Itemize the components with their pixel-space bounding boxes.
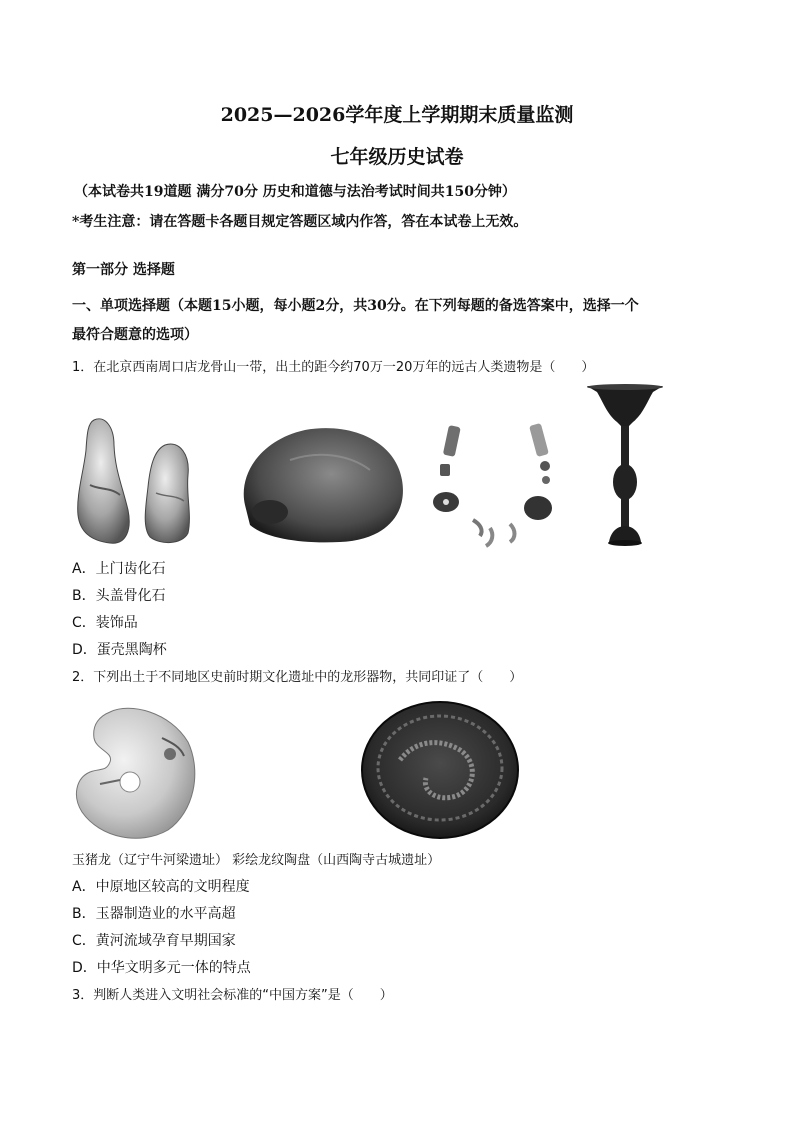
exam-title: 2025—2026学年度上学期期末质量监测 — [220, 104, 574, 126]
section-heading-line1: 一、单项选择题（本题15小题，每小题2分，共30分。在下列每题的备选答案中，选择一个 — [72, 298, 639, 314]
question-2-image-caption: 玉猪龙（辽宁牛河梁遗址） 彩绘龙纹陶盘（山西陶寺古城遗址） — [72, 853, 441, 868]
ornaments-image — [428, 420, 558, 550]
question-2-option-d: D．中华文明多元一体的特点 — [72, 960, 251, 976]
question-1-option-d: D．蛋壳黑陶杯 — [72, 642, 167, 658]
exam-info: （本试卷共19道题 满分70分 历史和道德与法治考试时间共150分钟） — [74, 184, 516, 200]
exam-subtitle: 七年级历史试卷 — [330, 146, 464, 168]
question-2-stem: 2．下列出土于不同地区史前时期文化遗址中的龙形器物，共同印证了（ ） — [72, 670, 523, 685]
skull-fossil-image — [230, 420, 410, 550]
eggshell-black-pottery-cup-image — [585, 382, 665, 550]
section-part-label: 第一部分 选择题 — [72, 262, 175, 278]
question-1-option-c: C．装饰品 — [72, 615, 138, 631]
question-1-stem: 1．在北京西南周口店龙骨山一带，出土的距今约70万一20万年的远古人类遗物是（ ） — [72, 360, 595, 375]
question-2-option-a: A．中原地区较高的文明程度 — [72, 879, 250, 895]
exam-notice: *考生注意：请在答题卡各题目规定答题区域内作答，答在本试卷上无效。 — [72, 214, 528, 230]
question-1-option-a: A．上门齿化石 — [72, 561, 166, 577]
incisor-fossil-image — [70, 415, 200, 550]
question-2-option-c: C．黄河流域孕育早期国家 — [72, 933, 236, 949]
painted-dragon-pottery-plate-image — [360, 700, 520, 840]
question-2-option-b: B．玉器制造业的水平高超 — [72, 906, 236, 922]
section-heading-line2: 最符合题意的选项） — [72, 327, 198, 343]
jade-pig-dragon-image — [70, 702, 200, 842]
question-3-stem: 3．判断人类进入文明社会标准的“中国方案”是（ ） — [72, 988, 393, 1003]
question-1-option-b: B．头盖骨化石 — [72, 588, 166, 604]
